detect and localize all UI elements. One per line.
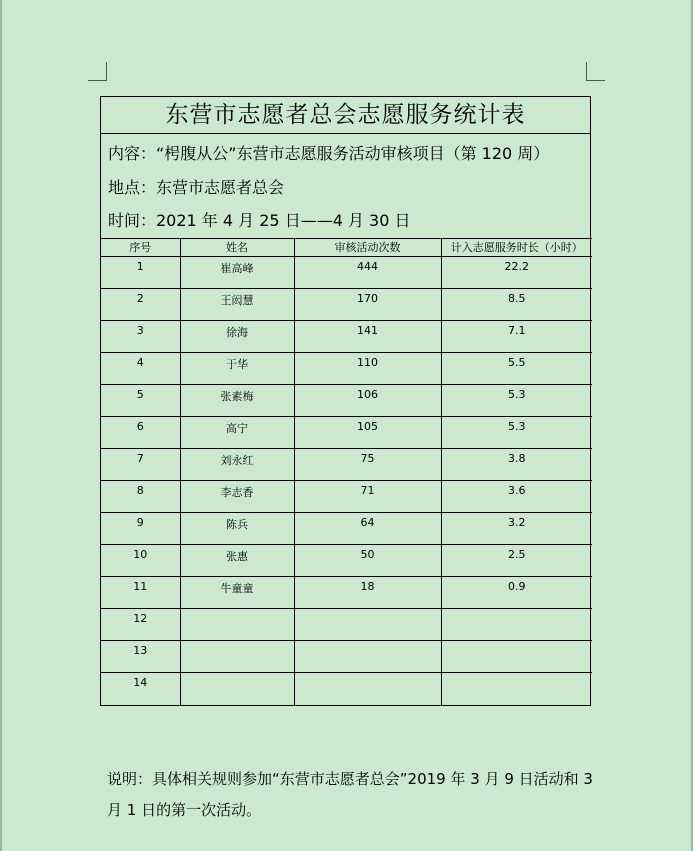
cell-name: 徐海: [180, 321, 294, 353]
page-edge-left: [0, 0, 2, 851]
cell-index: 12: [101, 609, 180, 641]
cell-review-count: 18: [294, 577, 441, 609]
margin-corner-mark-right: [586, 62, 605, 81]
table-row: [101, 545, 592, 577]
table-row: [101, 321, 592, 353]
table-row: [101, 609, 592, 641]
cell-name: 陈兵: [180, 513, 294, 545]
cell-review-count: 50: [294, 545, 441, 577]
cell-index: 3: [101, 321, 180, 353]
cell-service-hours: [441, 609, 592, 641]
footnote: 说明：具体相关规则参加“东营市志愿者总会”2019 年 3 月 9 日活动和 3 月 1 日的第一次活动。: [107, 770, 593, 819]
cell-review-count: 141: [294, 321, 441, 353]
cell-name: [180, 609, 294, 641]
cell-name: [180, 641, 294, 673]
cell-index: 2: [101, 289, 180, 321]
cell-review-count: [294, 673, 441, 705]
table-row: [101, 641, 592, 673]
cell-name: [180, 673, 294, 705]
cell-index: 14: [101, 673, 180, 705]
time-line: 时间：2021 年 4 月 25 日——4 月 30 日: [108, 211, 411, 230]
cell-service-hours: 0.9: [441, 577, 592, 609]
cell-index: 13: [101, 641, 180, 673]
table-row: [101, 513, 592, 545]
margin-corner-mark-left: [88, 62, 107, 81]
cell-index: 4: [101, 353, 180, 385]
cell-index: 1: [101, 257, 180, 289]
cell-name: 张惠: [180, 545, 294, 577]
header-review-count: 审核活动次数: [294, 239, 441, 257]
table-row: [101, 257, 592, 289]
cell-name: 刘永红: [180, 449, 294, 481]
cell-service-hours: 8.5: [441, 289, 592, 321]
cell-service-hours: 7.1: [441, 321, 592, 353]
cell-name: 李志香: [180, 481, 294, 513]
cell-name: 于华: [180, 353, 294, 385]
info-block: [101, 134, 590, 238]
cell-index: 8: [101, 481, 180, 513]
cell-service-hours: 22.2: [441, 257, 592, 289]
cell-index: 9: [101, 513, 180, 545]
cell-name: 牛童童: [180, 577, 294, 609]
header-service-hours: 计入志愿服务时长（小时）: [441, 239, 592, 257]
cell-service-hours: 3.8: [441, 449, 592, 481]
cell-service-hours: 2.5: [441, 545, 592, 577]
cell-service-hours: [441, 641, 592, 673]
cell-service-hours: 5.3: [441, 385, 592, 417]
cell-index: 11: [101, 577, 180, 609]
cell-name: 高宁: [180, 417, 294, 449]
table-header-row: [101, 239, 592, 257]
cell-review-count: 170: [294, 289, 441, 321]
cell-review-count: 71: [294, 481, 441, 513]
cell-service-hours: [441, 673, 592, 705]
cell-name: 崔高峰: [180, 257, 294, 289]
cell-review-count: [294, 641, 441, 673]
header-index: 序号: [101, 239, 180, 257]
cell-review-count: 106: [294, 385, 441, 417]
table-row: [101, 353, 592, 385]
location-line: 地点：东营市志愿者总会: [108, 178, 285, 197]
table-body: [101, 257, 592, 705]
cell-review-count: 75: [294, 449, 441, 481]
volunteer-stats-table: [101, 238, 592, 705]
cell-service-hours: 3.6: [441, 481, 592, 513]
cell-review-count: 64: [294, 513, 441, 545]
cell-index: 6: [101, 417, 180, 449]
cell-review-count: 105: [294, 417, 441, 449]
table-row: [101, 577, 592, 609]
cell-index: 7: [101, 449, 180, 481]
table-row: [101, 673, 592, 705]
content-line: 内容：“枵腹从公”东营市志愿服务活动审核项目（第 120 周）: [108, 144, 550, 163]
cell-review-count: 444: [294, 257, 441, 289]
cell-name: 张素梅: [180, 385, 294, 417]
cell-review-count: [294, 609, 441, 641]
cell-service-hours: 5.3: [441, 417, 592, 449]
cell-name: 王闳慧: [180, 289, 294, 321]
cell-index: 10: [101, 545, 180, 577]
cell-review-count: 110: [294, 353, 441, 385]
cell-service-hours: 5.5: [441, 353, 592, 385]
document-title: 东营市志愿者总会志愿服务统计表: [101, 97, 590, 134]
cell-index: 5: [101, 385, 180, 417]
table-row: [101, 481, 592, 513]
statistics-sheet: [100, 96, 591, 706]
cell-service-hours: 3.2: [441, 513, 592, 545]
header-name: 姓名: [180, 239, 294, 257]
table-row: [101, 289, 592, 321]
table-row: [101, 449, 592, 481]
table-row: [101, 385, 592, 417]
table-row: [101, 417, 592, 449]
